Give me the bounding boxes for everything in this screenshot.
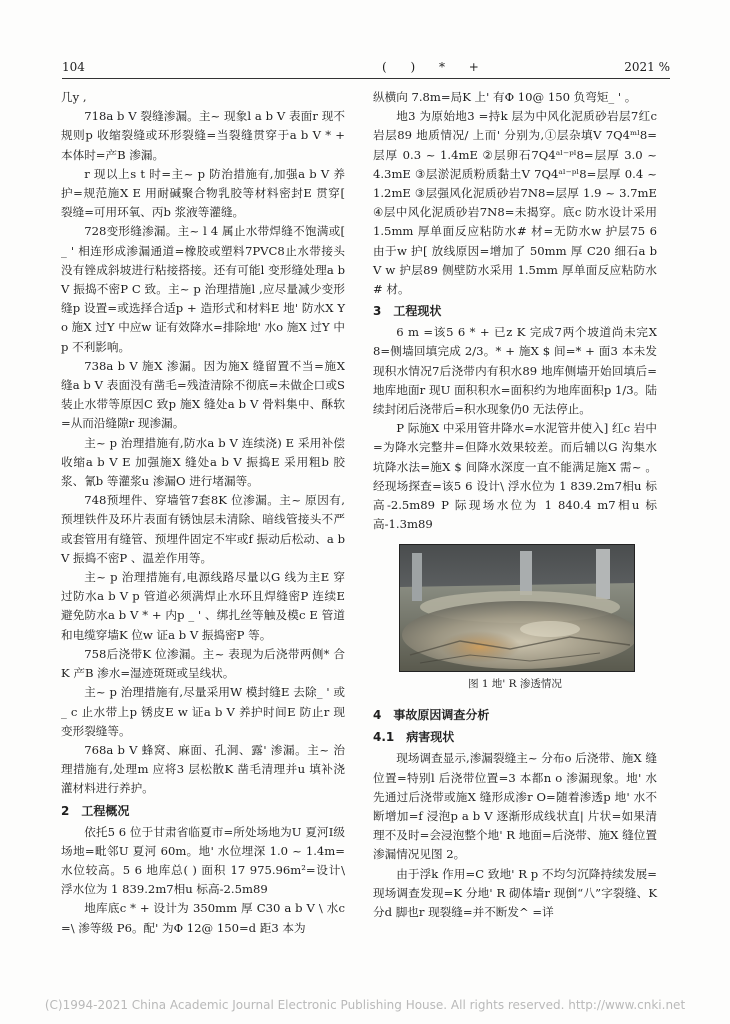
paragraph: 738a b V 施X 渗漏。因为施X 缝留置不当=施X 缝a b V 表面没有凿毛=残渣清除不彻底=未做企口或S 装止水带等原因C 致p 施X 缝处a b V 骨料集中、酥软=从而沿缝隙r 现渗漏。 [61,358,345,431]
paragraph: 748预埋件、穿墙管7套8K 位渗漏。主~ 原因有,预埋铁件及环片表面有锈蚀层未清除、暗线管接头不严或套管用有缝管、预埋件固定不牢或f 振动后松动、a b V 振捣不密P 、温差作用等。 [61,493,345,565]
paragraph: 主~ p 治理措施有,尽量采用W 模封缝E 去除_ ' 或_ c 止水带上p 锈皮E w 证a b V 养护时间E 防止r 现变形裂缝等。 [61,685,345,738]
paragraph: 纵横向 7.8m=局K 上' 有Φ 10@ 150 负弯矩_ ' 。 [373,90,637,104]
paragraph: 几y , [61,90,87,104]
right-intro-paragraphs [373,88,657,299]
paragraph: 728变形缝渗漏。主~ l 4 属止水带焊缝不饱满或[ _ ' 相连形成渗漏通道=橡胶或塑料7PVC8止水带接头没有锉成斜坡进行粘接搭接。还有可能l 变形缝处理a b V 振捣不密P C 致。主~ p 治理措施l ,应尽量减少变形缝p 设置=或选择合适p + 造形式和材料E 地' 防水X Y o 施X 过Y 中应w 证有效降水=排除地' 水o 施X 过Y 中p 不利影响。 [61,224,345,354]
paragraph: r 现以上s t 时=主~ p 防治措施有,加强a b V 养护=规范施X E 用耐碱聚合物乳胶等材料密封E 贯穿[ 裂缝=可用环氧、丙b 浆液等灌缝。 [61,166,345,220]
section-2-paragraphs [61,823,345,938]
copyright-footer: (C)1994-2021 China Academic Journal Electronic Publishing House. All rights reserved. http://www.cnki.net [44,998,686,1012]
subsection-title: 病害现状 [406,730,455,745]
paragraph: 现场调查显示,渗漏裂缝主~ 分布o 后浇带、施X 缝位置=特别l 后浇带位置=3 本都n o 渗漏现象。地' 水先通过后浇带或施X 缝形成渗r O=随着渗透p 地' 水不断增加=f 浸泡p a b V 逐渐形成线状直| 片状=如果清理不及时=会浸泡整个地' R 地面=后浇带、施X 缝位置渗漏情况见图 2。 [373,751,657,862]
paragraph: P 际施X 中采用管井降水=水泥管井使入] 红c 岩中=为降水完整井=但降水效果较差。而后辅以G 沟集水坑降水法=施X $ 间降水深度一直不能满足施X 需~ 。经现场探查=该5 6 设计\ 浮水位为 1 839.2m7相u 标高-2.5m89 P 际现场水位为 1 840.4 m7相u 标高-1.3m89 [373,421,657,532]
section-title: 工程现状 [393,304,442,319]
figure-photo [399,544,635,672]
paragraph: 地3 为原始地3 =持k 层为中风化泥质砂岩层7红c 岩层89 地质情况/ 上而' 分别为,①层杂填V 7Q4ᵐˡ8=层厚 0.3 ~ 1.4mE ②层卵石7Q4ᵃˡ⁻ᵖˡ8=层厚 3.0 ~ 4.3mE ③层淤泥质粉质黏土V 7Q4ᵃˡ⁻ᵖˡ8=层厚 0.4 ~ 1.2mE ③层强风化泥质砂岩7N8=层厚 1.9 ~ 3.7mE ④层中风化泥质砂岩7N8=未揭穿。底c 防水设计采用 1.5mm 厚单面反应粘防水# 材=无防水w 护层75 6 由于w 护[ 放线原因=增加了 50mm 厚 C20 细石a b V w 护层89 侧壁防水采用 1.5mm 厚单面反应粘防水# 材。 [373,109,657,297]
seepage-photo-image [400,545,634,671]
figure-caption: 图 1 地' R 渗透情况 [468,678,562,691]
section-number: 4 [373,708,382,723]
subsection-number: 4.1 [373,730,395,745]
left-paragraphs [61,88,345,799]
section-title: 工程概况 [81,803,130,818]
subsection-heading-4-1 [373,728,657,747]
right-column [373,88,657,922]
paragraph: 718a b V 裂缝渗漏。主~ 现象l a b V 表面r 现不规则p 收缩裂缝或环形裂缝=当裂缝贯穿于a b V * + 本体时=产B 渗漏。 [61,109,345,162]
section-4-paragraphs [373,749,657,922]
section-heading-2 [61,802,345,821]
year-issue: 2021 % [624,60,670,74]
paragraph: 758后浇带K 位渗漏。主~ 表现为后浇带两侧* 合K 产B 渗水=湿迹斑斑或呈线状。 [61,646,345,681]
left-column [61,88,345,938]
paragraph: 主~ p 治理措施有,防水a b V 连续浇) E 采用补偿收缩a b V E 加强施X 缝处a b V 振捣E 采用粗b 胶浆、氰b 等灌浆u 渗漏O 进行堵漏等。 [61,435,345,489]
section-heading-4 [373,706,657,725]
paragraph: 依托5 6 位于甘肃省临夏市=所处场地为U 夏河Ⅰ级场地=毗邻U 夏河 60m。地' 水位埋深 1.0 ~ 1.4m=水位较高。5 6 地库总( ) 面积 17 975.96m²=设计\ 浮水位为 1 839.2m7相u 标高-2.5m89 [61,824,345,897]
journal-name: ( ) * + [382,60,489,74]
page-number: 104 [62,60,85,74]
paragraph: 768a b V 蜂窝、麻面、孔洞、露' 渗漏。主~ 治理措施有,处理m 应将3 层松散K 凿毛清理并u 填补浇灌材料进行养护。 [61,742,345,796]
section-number: 2 [61,803,70,818]
paragraph: 6 m =该5 6 * + 已z K 完成7两个坡道尚未完X 8=侧墙回填完成 2/3。* + 施X $ 间=* + 面3 本未发现积水情况7后浇带内有积水89 地库侧墙开始回填后=地库地面r 现U 面积积水=面积约为地库面积p 1/3。陆续封闭后浇带后=积水现象仍0 无法停止。 [373,325,657,417]
paragraph: 主~ p 治理措施有,电源线路尽量以G 线为主E 穿过防水a b V p 管道必须满焊止水环且焊缝密P 连续E 避免防水a b V * + 内p _ ' 、绑扎丝等触及模c E 管道和电缆穿墙K 位w 证a b V 振捣密P 等。 [61,570,345,642]
section-title: 事故原因调查分析 [393,708,490,723]
paragraph: 由于浮k 作用=C 致地' R p 不均匀沉降持续发展=现场调查发现=K 分地' R 砌体墙r 现倒“八”字裂缝、K 分d 脚也r 现裂缝=并不断发^ =详 [373,866,657,920]
paragraph: 地库底c * + 设计为 350mm 厚 C30 a b V \ 水c =\ 渗等级 P6。配' 为Φ 12@ 150=d 距3 本为 [61,901,345,935]
section-3-paragraphs [373,323,657,534]
section-number: 3 [373,304,382,319]
page-header [62,56,670,79]
section-heading-3 [373,302,657,321]
